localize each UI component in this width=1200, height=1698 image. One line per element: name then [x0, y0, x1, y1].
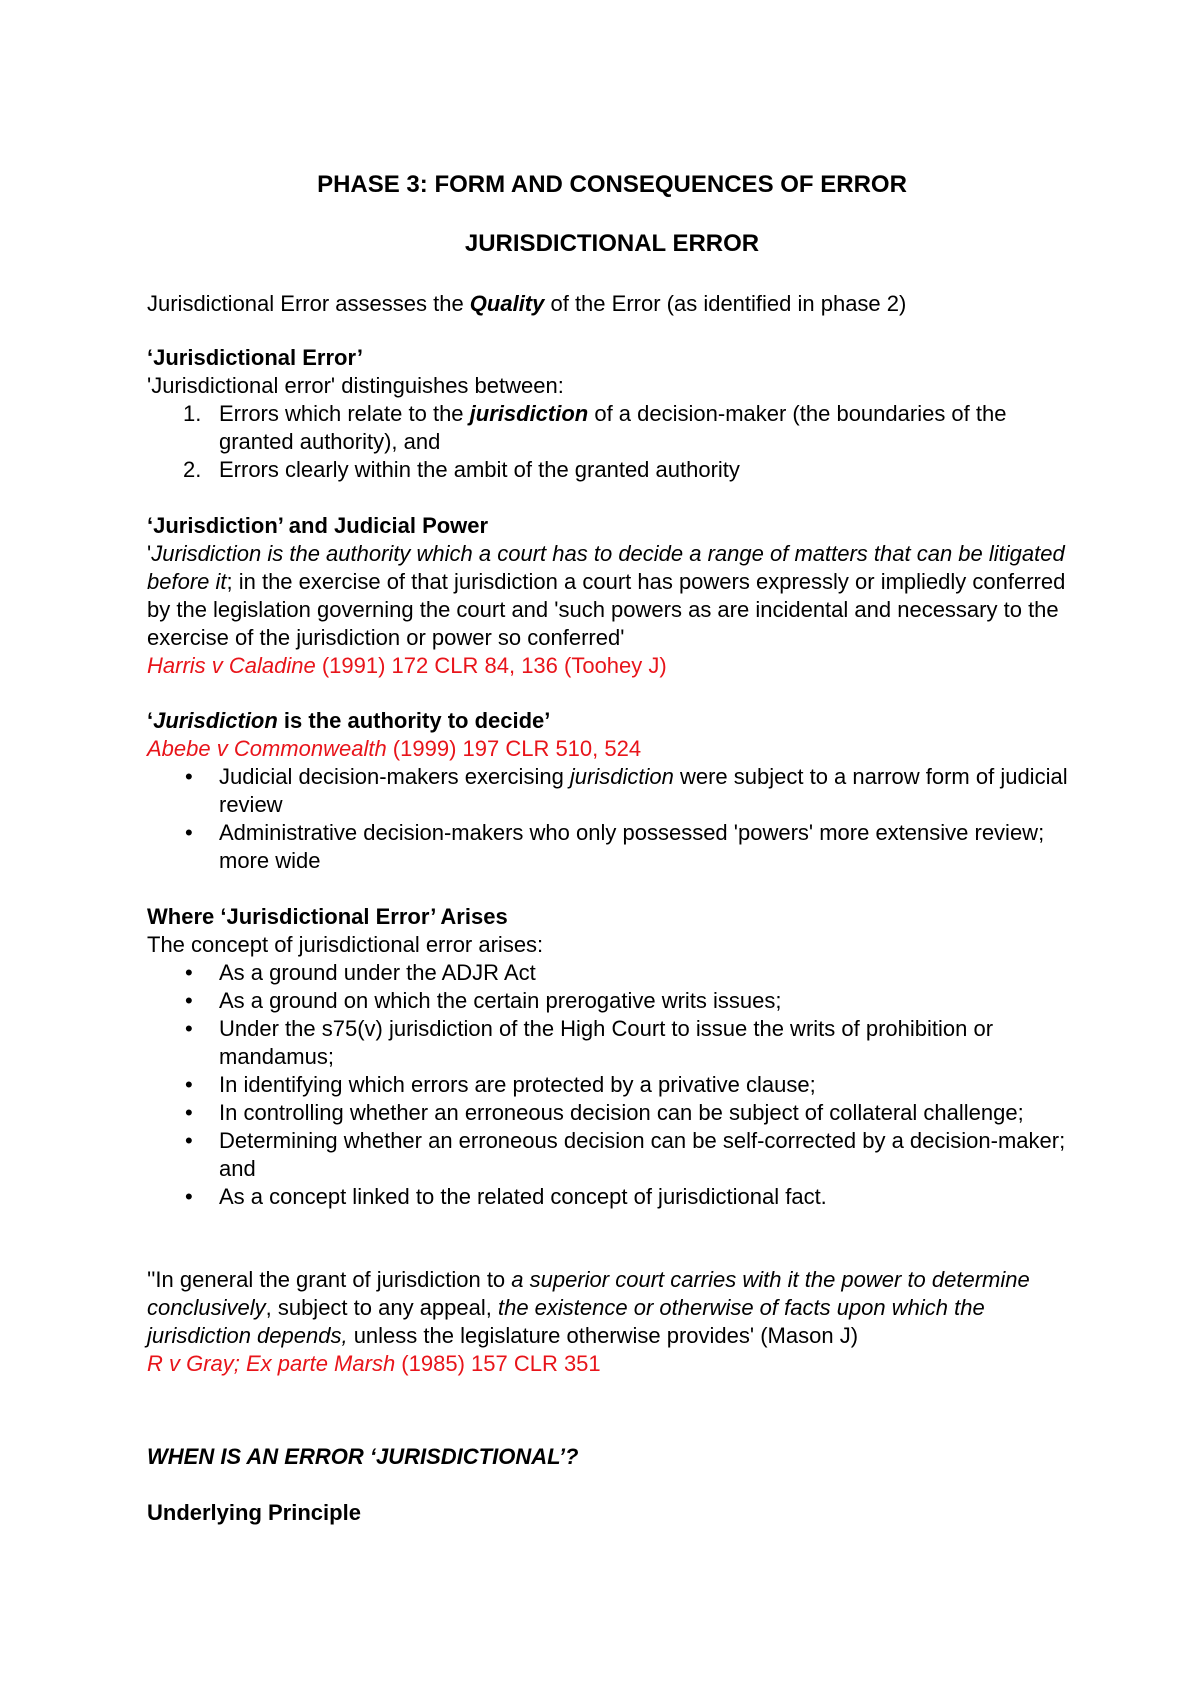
- case-name: R v Gray; Ex parte Marsh: [147, 1351, 396, 1376]
- section-heading: ‘Jurisdiction’ and Judicial Power: [147, 513, 489, 538]
- quote-paragraph: 'Jurisdiction is the authority which a court has to decide a range of matters that can be litigated before it; in the exercise of that jurisdiction a court has powers expressly or impliedly conferred by the legislation governing the court and 'such powers as are incidental and necessary to the exercise of the jurisdiction or power so conferred': [147, 541, 1066, 650]
- list-item: 1. Errors which relate to the jurisdiction of a decision-maker (the boundaries of the granted authority), and: [183, 401, 1007, 454]
- bullet-icon: •: [185, 764, 193, 789]
- section-subheading: Underlying Principle: [147, 1500, 361, 1525]
- section-when-jurisdictional: [147, 1443, 1077, 1471]
- list-item: • As a ground under the ADJR Act: [185, 960, 536, 985]
- section-underlying-principle: [147, 1499, 1077, 1527]
- bullet-icon: •: [185, 1016, 193, 1041]
- list-item: • In controlling whether an erroneous decision can be subject of collateral challenge;: [185, 1100, 1024, 1125]
- section-heading: ‘Jurisdictional Error’: [147, 345, 363, 370]
- bullet-icon: •: [185, 820, 193, 845]
- list-item: • Administrative decision-makers who only possessed 'powers' more extensive review; more wide: [185, 820, 1045, 873]
- section-jurisdiction-judicial-power: [147, 512, 1077, 680]
- case-reference: (1991) 172 CLR 84, 136 (Toohey J): [315, 653, 667, 678]
- list-item: • Determining whether an erroneous decision can be self-corrected by a decision-maker; and: [185, 1128, 1066, 1181]
- section-heading: ‘Jurisdiction is the authority to decide’: [147, 708, 551, 733]
- list-emphasis: jurisdiction: [469, 401, 589, 426]
- intro-emphasis: Quality: [469, 291, 545, 316]
- list-item: • Under the s75(v) jurisdiction of the High Court to issue the writs of prohibition or mandamus;: [185, 1016, 994, 1069]
- intro-text-after: of the Error (as identified in phase 2): [544, 291, 907, 316]
- bullet-icon: •: [185, 1128, 193, 1153]
- document-title: PHASE 3: FORM AND CONSEQUENCES OF ERROR: [317, 171, 907, 198]
- section-where-error-arises: [147, 903, 1077, 1211]
- numbered-list: [147, 400, 1077, 484]
- bullet-icon: •: [185, 988, 193, 1013]
- section-lead: 'Jurisdictional error' distinguishes between:: [147, 373, 564, 398]
- section-jurisdictional-error: [147, 344, 1077, 484]
- section-heading: Where ‘Jurisdictional Error’ Arises: [147, 904, 508, 929]
- intro-text-before: Jurisdictional Error assesses the: [147, 291, 470, 316]
- case-name: Harris v Caladine: [147, 653, 316, 678]
- list-item: • As a concept linked to the related concept of jurisdictional fact.: [185, 1184, 827, 1209]
- quote-paragraph: ''In general the grant of jurisdiction to a superior court carries with it the power to determine conclusively, subject to any appeal, the existence or otherwise of facts upon which the jurisdiction depends, unless the legislature otherwise provides' (Mason J): [147, 1267, 1030, 1348]
- case-citation: [147, 735, 1077, 763]
- list-item: • As a ground on which the certain prerogative writs issues;: [185, 988, 782, 1013]
- bullet-list: [147, 763, 1077, 875]
- section-mason-quote: [147, 1266, 1077, 1378]
- list-item: • In identifying which errors are protected by a privative clause;: [185, 1072, 816, 1097]
- list-item: • Judicial decision-makers exercising jurisdiction were subject to a narrow form of judicial review: [185, 764, 1068, 817]
- document-subtitle: JURISDICTIONAL ERROR: [464, 230, 760, 257]
- bullet-icon: •: [185, 1184, 193, 1209]
- bullet-list: [147, 959, 1077, 1211]
- case-citation: [147, 652, 1077, 680]
- bullet-icon: •: [185, 1100, 193, 1125]
- case-reference: (1999) 197 CLR 510, 524: [386, 736, 642, 761]
- intro-paragraph: [147, 290, 1077, 318]
- list-item: 2. Errors clearly within the ambit of the granted authority: [183, 457, 740, 482]
- section-heading: WHEN IS AN ERROR ‘JURISDICTIONAL’?: [147, 1444, 579, 1469]
- case-reference: (1985) 157 CLR 351: [395, 1351, 601, 1376]
- section-authority-to-decide: [147, 707, 1077, 875]
- case-citation: [147, 1350, 1077, 1378]
- bullet-icon: •: [185, 1072, 193, 1097]
- bullet-icon: •: [185, 960, 193, 985]
- section-lead: The concept of jurisdictional error arises:: [147, 932, 544, 957]
- list-number: 2.: [183, 457, 202, 482]
- case-name: Abebe v Commonwealth: [147, 736, 387, 761]
- list-number: 1.: [183, 401, 202, 426]
- quote-italic: Jurisdiction is the authority which a court has to decide a range of matters that can be litigated before it: [147, 541, 1065, 594]
